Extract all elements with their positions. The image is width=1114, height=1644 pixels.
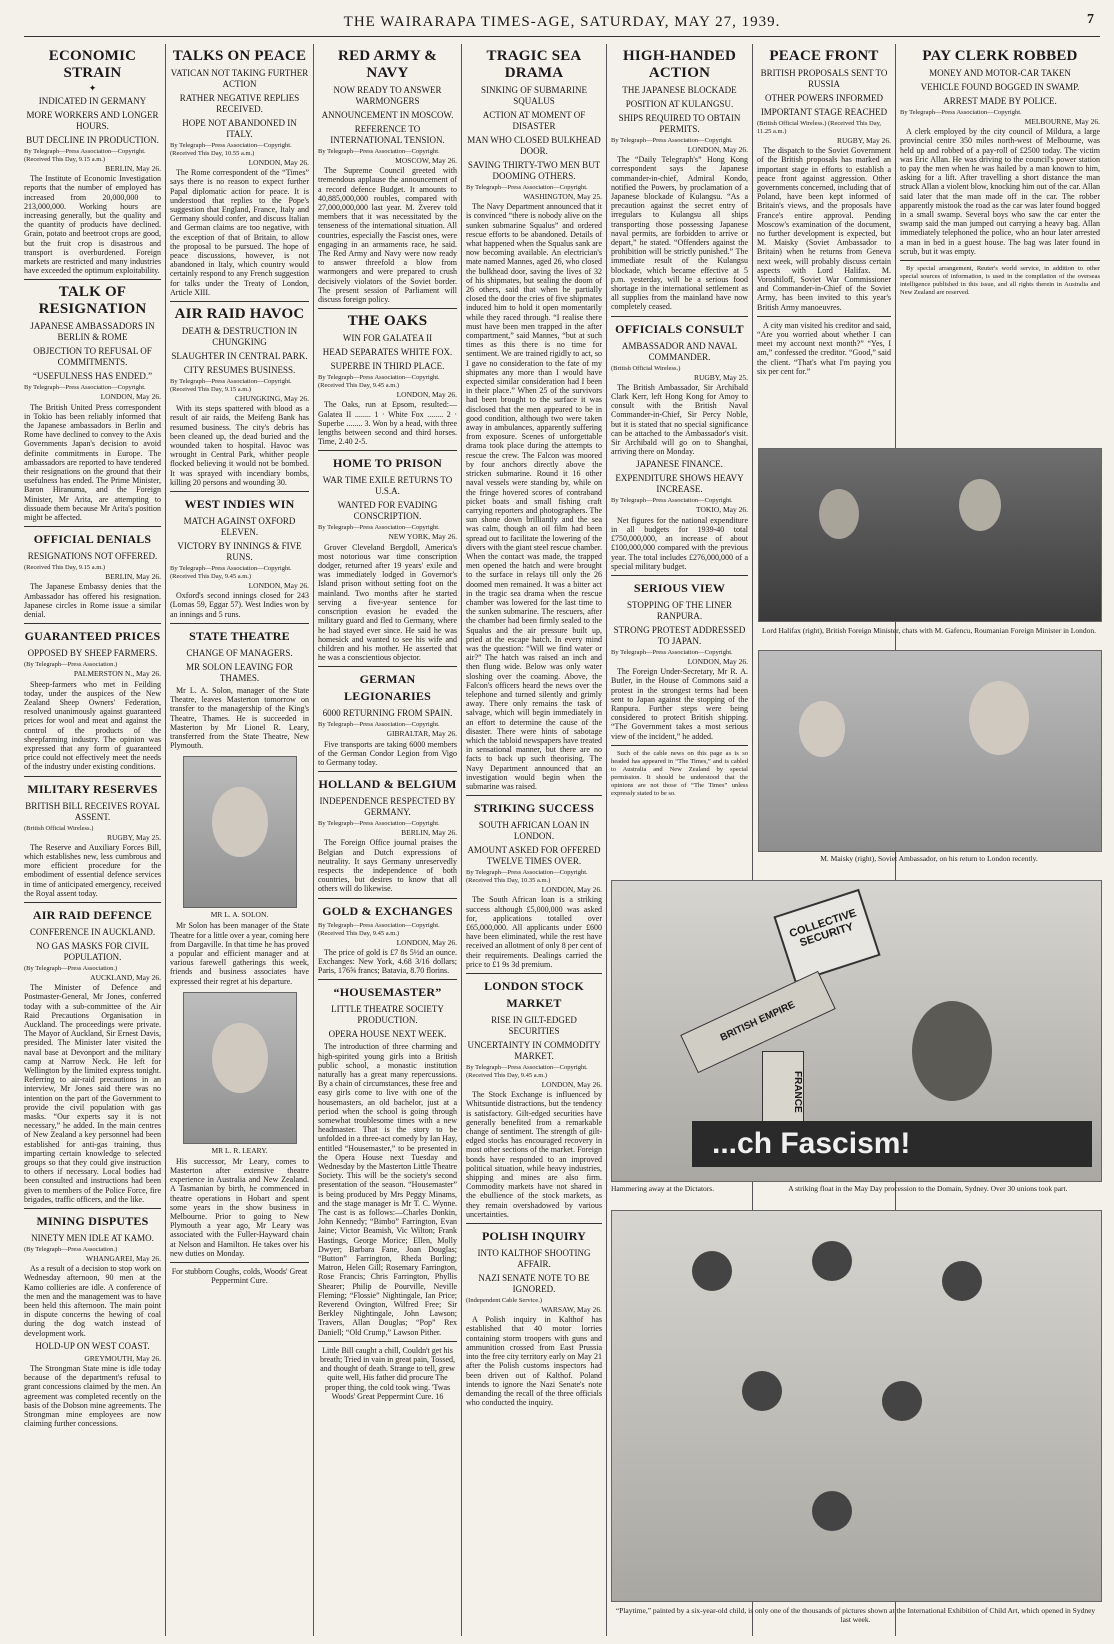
headline: “HOUSEMASTER” xyxy=(333,985,442,1000)
article-body: The Oaks, run at Epsom, resulted:— Galatea II ........ 1 · White Fox ........ 2 · Superbe ........ 3. Won by a head, with three lengths between second and third horses. Time, 2.40 2-5. xyxy=(318,400,457,447)
subhead: WIN FOR GALATEA II xyxy=(342,333,433,344)
divider xyxy=(24,776,161,777)
portrait-face xyxy=(212,787,268,857)
painted-figure xyxy=(882,1381,922,1421)
caricature-figure xyxy=(912,1001,992,1101)
headline: AIR RAID DEFENCE xyxy=(32,907,153,922)
article-air-raid-defence xyxy=(24,907,161,1204)
subhead: BRITISH BILL RECEIVES ROYAL ASSENT. xyxy=(25,800,160,822)
dateline: LONDON, May 26. xyxy=(541,1080,602,1090)
credit-line: By Telegraph—Press Association—Copyright. (Received This Day, 9.45 a.m.) xyxy=(318,921,440,937)
credit-line: By Telegraph—Press Association—Copyright. xyxy=(24,384,146,392)
divider xyxy=(24,279,161,280)
headline: SERIOUS VIEW xyxy=(633,580,726,595)
subhead: SOUTH AFRICAN LOAN IN LONDON. xyxy=(478,820,590,842)
divider xyxy=(170,1262,309,1263)
article-body: The Reserve and Auxiliary Forces Bill, which establishes new, less cumbrous and more efficient procedure for the embodiment of essential defence services in time of anticipated emergency, received the Royal assent today. xyxy=(24,842,161,898)
masthead-title: THE WAIRARAPA TIMES-AGE, SATURDAY, MAY 27, 1939. xyxy=(343,14,781,30)
article-body: The British United Press correspondent in Tokio has been reliably informed that the Japanese ambassadors in Berlin and Rome have declined to convey to the Axis Governments Japan's decision to avoid definite commitments in Europe. The ambassadors are reported to have tendered their resignations on the ground that their usefulness has ended. The Prime Minister, Baron Hiranuma, and the Foreign Minister, Mr Arita, are attempting to dissuade them because Mr Arita's position might be affected. xyxy=(24,402,161,523)
france-sign: FRANCE xyxy=(762,1051,804,1133)
headline: OFFICIAL DENIALS xyxy=(33,532,152,547)
divider xyxy=(318,1341,457,1342)
subhead: MORE WORKERS AND LONGER HOURS. xyxy=(26,110,159,131)
article-body: Sheep-farmers who met in Feilding today, under the auspices of the New Zealand Sheep Owners' Federation, resolved unanimously against guaranteed prices for wool and meat and against the control of the products of the sheepfarming industry. The opinion was expressed that any form of guaranteed price could not effectively meet the needs of the industry under existing conditions. xyxy=(24,679,161,772)
subhead: ANNOUNCEMENT IN MOSCOW. xyxy=(321,110,454,120)
column-5 xyxy=(611,44,748,894)
subhead: INDICATED IN GERMANY xyxy=(38,96,147,106)
column-rule xyxy=(313,44,314,1636)
subhead: RISE IN GILT-EDGED SECURITIES xyxy=(491,1015,577,1037)
headline: ECONOMIC STRAIN xyxy=(48,48,137,81)
dateline: MOSCOW, May 26. xyxy=(395,156,457,165)
article-economic-strain xyxy=(24,48,161,275)
dateline: LONDON, May 26. xyxy=(396,937,457,947)
divider xyxy=(318,898,457,899)
column-6 xyxy=(757,44,891,444)
subhead: ARREST MADE BY POLICE. xyxy=(943,96,1057,106)
article-body: The Strongman State mine is idle today because of the department's refusal to grant concessions claimed by the men. An agreement was completed recently on the basis of the Dobson mine agreements. The Strongman mine employees are now claiming further concessions. xyxy=(24,1364,161,1429)
article-body: A Polish inquiry in Kalthof has established that 40 motor lorries containing storm troopers with guns and ammunition crossed from East Prussia into the free city territory early on May 21 after the Polish customs inspectors had been driven out of Kalthof. Poland intends to ignore the Nazi Senate's note demanding the recall of the three officials who conducted the inquiry. xyxy=(466,1315,602,1408)
dateline: LONDON, May 26. xyxy=(396,390,457,400)
article-body: Grover Cleveland Bergdoll, America's most notorious war time conscription dodger, returned after 19 years' exile and was immediately lodged in Governor's Island prison without setting foot on the mainland. Two months after he started serving a five-year sentence for conscription evasion he evaded the military guard and fled to Germany, where he had stayed ever since. He said he was homesick and wanted to see his wife and children and his mother. He asserted that he was a conscientious objector. xyxy=(318,542,457,663)
credit-line: By Telegraph—Press Association—Copyright. (Received This Day, 10.35 a.m.) xyxy=(466,869,588,885)
headline: OFFICIALS CONSULT xyxy=(615,321,744,336)
article-military-reserves xyxy=(24,781,161,898)
article-guaranteed-prices xyxy=(24,628,161,771)
dateline: WASHINGTON, May 25. xyxy=(523,192,602,201)
subhead: POSITION AT KULANGSU. xyxy=(625,99,734,109)
credit-line: By Telegraph—Press Association—Copyright. xyxy=(318,524,440,532)
divider xyxy=(318,308,457,309)
subhead: NAZI SENATE NOTE TO BE IGNORED. xyxy=(478,1273,590,1295)
headline: PAY CLERK ROBBED xyxy=(922,48,1078,64)
subhead: STOPPING OF THE LINER RANPURA. xyxy=(627,599,732,621)
headline: AIR RAID HAVOC xyxy=(174,306,305,323)
credit-line: By Telegraph—Press Association—Copyright. (Received This Day, 9.15 a.m.) xyxy=(24,148,146,163)
divider xyxy=(466,973,602,974)
article-official-denials xyxy=(24,531,161,619)
times-notice: Such of the cable news on this page as is so headed has appeared in “The Times,” and is cabled to Australia and New Zealand by special permission. It should be understood that the opinions are not those of “The Times” unless expressly stated to be so. xyxy=(611,749,748,797)
credit-line: (Received This Day, 9.15 a.m.) xyxy=(24,564,106,572)
column-4 xyxy=(466,44,602,1636)
subhead: OPPOSED BY SHEEP FARMERS. xyxy=(27,648,158,659)
article-body: The Supreme Council greeted with tremendous applause the announcement of a record defence Budget. It amounts to 40,885,000,000 roubles, compared with 27,000,000,000 last year. M. Zverev told members that it was necessitated by the tenseness of the international situation. All countries, especially the Fascist ones, were engaging in an armaments race, he said. The Red Army and Navy were now ready to answer threefold a blow from warmongers and were prepared to crush decisively violators of the Soviet border. The present session of Parliament will discuss foreign policy. xyxy=(318,166,457,305)
article-polish-inquiry xyxy=(466,1228,602,1407)
headline: RED ARMY & NAVY xyxy=(338,48,437,81)
subhead: DEATH & DESTRUCTION IN CHUNGKING xyxy=(181,326,298,348)
column-rule xyxy=(461,44,462,1636)
photo-caption: M. Maisky (right), Soviet Ambassador, on his return to London recently. xyxy=(820,854,1038,863)
subhead: REFERENCE TO INTERNATIONAL TENSION. xyxy=(330,124,445,145)
mayday-float-photo xyxy=(611,880,1102,1182)
headline: HIGH-HANDED ACTION xyxy=(622,48,737,81)
subhead: SINKING OF SUBMARINE SQUALUS xyxy=(480,85,587,106)
credit-line: By Telegraph—Press Association—Copyright. (Received This Day, 9.45 a.m.) xyxy=(170,565,292,581)
subhead: JAPANESE AMBASSADORS IN BERLIN & ROME xyxy=(30,321,155,343)
subhead: NINETY MEN IDLE AT KAMO. xyxy=(31,1233,154,1244)
subhead: RESIGNATIONS NOT OFFERED. xyxy=(27,551,158,562)
headline: MINING DISPUTES xyxy=(36,1214,149,1229)
subhead: INDEPENDENCE RESPECTED BY GERMANY. xyxy=(319,796,456,818)
article-body: The British Ambassador, Sir Archibald Clark Kerr, left Hong Kong for Amoy to consult with the British Naval Commander-in-Chief, Sir Percy Noble, but it is stated that no special significance can be attached to the Ambassador's visit. Sir Archibald will go on to Shanghai, arriving there on Monday. xyxy=(611,382,748,457)
credit-line: (By Telegraph—Press Association.) xyxy=(24,1246,118,1254)
headline: POLISH INQUIRY xyxy=(481,1229,587,1244)
article-body: The price of gold is £7 8s 5½d an ounce. Exchanges: New York, 4.68 3/16 dollars; Paris, 176⅝ francs; Batavia, 8.70 florins. xyxy=(318,947,457,976)
divider xyxy=(170,491,309,492)
subhead: MONEY AND MOTOR-CAR TAKEN xyxy=(929,68,1071,78)
article-body: The Japanese Embassy denies that the Ambassador has offered his resignation. Japanese circles in Rome issue a similar denial. xyxy=(24,582,161,620)
dateline: LONDON, May 26. xyxy=(687,145,748,154)
subhead: CITY RESUMES BUSINESS. xyxy=(183,365,296,376)
person-face xyxy=(969,681,1029,755)
subhead: MR SOLON LEAVING FOR THAMES. xyxy=(185,661,294,683)
subhead: CONFERENCE IN AUCKLAND. xyxy=(29,926,156,937)
article-body: The dispatch to the Soviet Government of the British proposals has marked an important stage in efforts to establish a peace front against aggression. Other governments concerned, including that of Poland, have been kept informed of Britain's views, and the proposals have France's entire approval. Pending Moscow's examination of the document, no further development is expected, but M. Maisky (Soviet Ambassador to Britain) when he returns from Geneva next week, will probably discuss certain aspects with Lord Halifax. M. Voroshiloff, Soviet War Commissioner and Commander-in-Chief of the Soviet Army, has been invited to this year's British Army manoeuvres. xyxy=(757,146,891,312)
subhead: NO GAS MASKS FOR CIVIL POPULATION. xyxy=(36,940,149,962)
subhead: HOLD-UP ON WEST COAST. xyxy=(35,1340,150,1351)
headline: GUARANTEED PRICES xyxy=(24,629,161,644)
subhead: WAR TIME EXILE RETURNS TO U.S.A. xyxy=(322,475,453,497)
divider xyxy=(757,316,891,317)
subhead: CHANGE OF MANAGERS. xyxy=(186,647,293,658)
photo-caption: MR L. A. SOLON. xyxy=(210,910,269,920)
credit-line: (Independent Cable Service.) xyxy=(466,1297,542,1305)
subhead: UNCERTAINTY IN COMMODITY MARKET. xyxy=(467,1040,601,1062)
divider xyxy=(24,1208,161,1209)
article-body: The “Daily Telegraph's” Hong Kong correspondent says the Japanese commander-in-chief, Admiral Kondo, notified the Powers, by proclamation of a Japanese blockade of Kulangsu. “As a precaution against the secret entry of irregulars to Kulangsu all ships transporting those possessing Japanese naval permits, are forbidden to arrive or depart,” he stated. “Offenders against the prohibition will be strictly punished.” The immediate result of the Kulangsu blockade, which became effective at 5 p.m. yesterday, will be a serious food shortage in the international settlement as all supplies from the mainland have now completely ceased. xyxy=(611,155,748,312)
subhead: OTHER POWERS INFORMED xyxy=(764,93,883,103)
divider xyxy=(318,771,457,772)
subhead: VICTORY BY INNINGS & FIVE RUNS. xyxy=(177,541,302,563)
subhead: VEHICLE FOUND BOGGED IN SWAMP. xyxy=(920,82,1080,92)
credit-line: By Telegraph—Press Association—Copyright. (Received This Day, 10.55 a.m.) xyxy=(170,142,292,157)
subhead: SHIPS REQUIRED TO OBTAIN PERMITS. xyxy=(618,113,741,134)
article-peace-front xyxy=(757,48,891,312)
article-body: Oxford's second innings closed for 243 (Lomas 59, Eggar 57). West Indies won by an innings and 5 runs. xyxy=(170,591,309,619)
advertisement-verse: Little Bill caught a chill, Couldn't get his breath; Tried in vain in great pain, Tossed, and thought of death. Strange to tell, grew quite well, His father did procure The proper thing, the cold took wing. 'Twas Woods' Great Peppermint Cure. 16 xyxy=(319,1345,456,1401)
article-body: The Foreign Under-Secretary, Mr R. A. Butler, in the House of Commons said a protest in the strongest terms had been sent to Japan against the stopping of the Ranpura. Further steps were being considered to protect British shipping. “The Government takes a most serious view of the incident,” he added. xyxy=(611,667,748,741)
portrait-solon-photo xyxy=(183,756,297,908)
divider xyxy=(170,623,309,624)
subhead: MAN WHO CLOSED BULKHEAD DOOR. xyxy=(467,135,601,156)
divider xyxy=(24,623,161,624)
headline: MILITARY RESERVES xyxy=(27,781,158,796)
article-gold-exchanges xyxy=(318,903,457,976)
article-body: The Foreign Office journal praises the Belgian and Dutch expressions of neutrality. It says Germany unreservedly respects the independence of both countries, but desires to know that all others will do likewise. xyxy=(318,838,457,894)
subhead: OPERA HOUSE NEXT WEEK. xyxy=(328,1029,447,1040)
divider xyxy=(611,575,748,576)
subhead: HEAD SEPARATES WHITE FOX. xyxy=(322,347,453,358)
subhead: IMPORTANT STAGE REACHED xyxy=(760,107,888,117)
headline: GERMAN LEGIONARIES xyxy=(344,672,431,704)
subhead: MATCH AGAINST OXFORD ELEVEN. xyxy=(183,516,296,538)
dateline: CHUNGKING, May 26. xyxy=(234,394,309,404)
subhead: VATICAN NOT TAKING FURTHER ACTION xyxy=(170,68,309,89)
dateline: LONDON, May 26. xyxy=(541,885,602,895)
dateline: LONDON, May 26. xyxy=(687,656,748,666)
article-tragic-sea-drama xyxy=(466,48,602,791)
article-striking-success xyxy=(466,800,602,969)
divider xyxy=(611,316,748,317)
credit-line: By Telegraph—Press Association—Copyright. (Received This Day, 9.45 a.m.) xyxy=(466,1064,588,1080)
dateline: WHANGAREI, May 26. xyxy=(86,1254,161,1264)
subhead: JAPANESE FINANCE. xyxy=(636,459,723,470)
article-body: The introduction of three charming and high-spirited young girls into a British public school, a monastic institution naturally has a great many repercussions. By a chain of circumstances, these free and easy girls come to live with one of the housemasters, an old bachelor, just at a period when the school is going through somewhat troublesome times with a new headmaster. That is the story to be unfolded in a three-act comedy by Ian Hay, entitled “Housemaster,” to be presented in the Opera House next Tuesday and Wednesday by the Masterton Little Theatre Society. This will be the society's second presentation of the season. “Housemaster” is being produced by Mrs Peggy Minams, and the stage manager is Mr T. C. Wynne. The cast is as follows:—Charles Donkin, John Kennedy; “Bimbo” Farrington, Evan Jaine; Victor Beamish, Vic Wilton; Frank Hastings, George Morice; Ellen, Molly Dwyer; Barbara Fane, Joan Douglas; “Button” Farrington, Rheda Burling; Matron, Helen Gill; Rosemary Farrington, Rose Francis; Chris Farrington, Phyllis Shearer; Philip de Pourville, Neville Fleming; “Flossie” Nightingale, Ian Price; Reverend Ovington, Wilfred Free; Sir Berkley Nightingale, John Lawson; Travers, Allan Douglas; “Pop” Rex Daniell; “Old Crump,” Lawson Pither. xyxy=(318,1042,457,1337)
article-german-legionaries xyxy=(318,671,457,767)
credit-line: (British Official Wireless.) xyxy=(24,824,94,832)
dateline: LONDON, May 26. xyxy=(248,158,309,167)
credit-line: By Telegraph—Press Association—Copyright. xyxy=(466,184,588,191)
dateline: GREYMOUTH, May 26. xyxy=(84,1353,161,1363)
article-talk-of-resignation xyxy=(24,284,161,522)
article-home-to-prison xyxy=(318,455,457,662)
article-air-raid-havoc xyxy=(170,306,309,487)
dateline: WARSAW, May 26. xyxy=(541,1305,602,1315)
article-body: Mr L. A. Solon, manager of the State Theatre, leaves Masterton tomorrow on transfer to the managership of the King's Theatre, Thames. He is succeeded in Masterton by Mr Lionel R. Leary, transferred from the State Theatre, New Plymouth. xyxy=(170,685,309,751)
divider xyxy=(24,902,161,903)
credit-line: By Telegraph—Press Association—Copyright. xyxy=(611,648,733,656)
headline: HOME TO PRISON xyxy=(332,456,443,471)
filler-paragraph: A city man visited his creditor and said, “Are you worried about whether I can meet my account next month?” “Yes, I am,” confessed the creditor. “Good,” said the client. “That's what I'm paying you six per cent for.” xyxy=(757,320,891,376)
credit-line: (By Telegraph—Press Association.) xyxy=(24,964,118,972)
article-red-army-navy xyxy=(318,48,457,304)
credit-line: By Telegraph—Press Association—Copyright. (Received This Day, 9.15 a.m.) xyxy=(170,378,292,394)
article-body: The South African loan is a striking success although £5,000,000 was asked for, applications totalled over £65,000,000. All applicants under £600 have been eliminated, while the rest have received an allotment of only 8 per cent of their requirements. Dealings carried the price to £1 9s 3d premium. xyxy=(466,895,602,969)
subhead: 6000 RETURNING FROM SPAIN. xyxy=(322,708,453,719)
divider xyxy=(24,526,161,527)
maisky-photo xyxy=(758,650,1102,852)
credit-line: By Telegraph—Press Association—Copyright. xyxy=(318,148,440,155)
person-face xyxy=(819,489,859,539)
article-holland-belgium xyxy=(318,776,457,893)
person-face xyxy=(799,701,845,757)
divider xyxy=(900,260,1100,261)
subhead: “USEFULNESS HAS ENDED.” xyxy=(32,371,153,382)
masthead xyxy=(24,6,1100,37)
credit-line: By Telegraph—Press Association—Copyright. xyxy=(611,137,733,144)
headline: GOLD & EXCHANGES xyxy=(322,903,453,918)
dateline: BERLIN, May 26. xyxy=(401,828,457,838)
subhead: OBJECTION TO REFUSAL OF COMMITMENTS. xyxy=(33,346,152,368)
article-talks-on-peace xyxy=(170,48,309,297)
headline: HOLLAND & BELGIUM xyxy=(318,777,457,792)
article-body: Five transports are taking 6000 members of the German Condor Legion from Vigo to Germany today. xyxy=(318,739,457,767)
portrait-leary-photo xyxy=(183,992,297,1144)
subhead: LITTLE THEATRE SOCIETY PRODUCTION. xyxy=(331,1004,444,1026)
painted-figure xyxy=(812,1491,852,1531)
column-rule xyxy=(165,44,166,1636)
dateline: LONDON, May 26. xyxy=(248,581,309,591)
credit-line: (British Official Wireless.) (Received This Day, 11.25 a.m.) xyxy=(757,120,882,135)
column-rule xyxy=(606,44,607,1636)
column-7 xyxy=(900,44,1100,444)
divider xyxy=(318,666,457,667)
reuters-note: By special arrangement, Reuter's world service, in addition to other special sources of information, is used in the compilation of the overseas intelligence published in this issue, and all rights therein in Australia and New Zealand are reserved. xyxy=(900,265,1100,297)
column-3 xyxy=(318,44,457,1636)
dateline: NEW YORK, May 26. xyxy=(388,532,457,542)
headline: TALKS ON PEACE xyxy=(172,48,307,64)
dateline: BERLIN, May 26. xyxy=(105,164,161,173)
divider-star: ✦ xyxy=(88,83,97,93)
headline: WEST INDIES WIN xyxy=(184,497,295,512)
playtime-painting-photo xyxy=(611,1210,1102,1602)
subhead: BRITISH PROPOSALS SENT TO RUSSIA xyxy=(760,68,888,89)
credit-line: By Telegraph—Press Association—Copyright. xyxy=(900,109,1022,116)
article-the-oaks xyxy=(318,313,457,446)
dateline: RUGBY, May 25. xyxy=(693,372,748,382)
dateline: BERLIN, May 26. xyxy=(105,572,161,582)
dateline: RUGBY, May 26. xyxy=(836,136,891,145)
dateline: MELBOURNE, May 26. xyxy=(1024,117,1100,126)
divider xyxy=(466,1223,602,1224)
credit-line: (British Official Wireless.) xyxy=(611,364,681,372)
dateline: AUCKLAND, May 26. xyxy=(90,972,161,982)
credit-line: By Telegraph—Press Association—Copyright. xyxy=(611,497,733,505)
subhead: HOPE NOT ABANDONED IN ITALY. xyxy=(182,118,297,139)
article-body: The Minister of Defence and Postmaster-General, Mr Jones, conferred today with a sub-committee of the Air Raid Precautions Organisation in Auckland. The proceedings were private. The Mayor of Auckland, Sir Ernest Davis, presided. The Minister later visited the naval base at Devonport and the military camp at Narrow Neck. He left for Wellington by the limited express tonight. Referring to air-raid precautions in an interview, Mr Jones said there was no intention on the part of the Government to provide the civil population with gas masks. “Our experts say it is not necessary,” he added. In the main centres of New Zealand a key personnel had been established for anti-gas training, thus imparting certain knowledge to selected groups so that they could give instruction to others if necessary. Local bodies had been consulted and instructions had been given to members of the Police Force, fire brigades, traffic officers, and the like. xyxy=(24,983,161,1204)
page-number: 7 xyxy=(1087,12,1094,27)
article-body: His successor, Mr Leary, comes to Masterton after extensive theatre experience in Australia and New Zealand. A Tasmanian by birth, he commenced in theatre operations in Hobart and spent some years in the show business in Melbourne. Prior to going to New Plymouth a year ago, Mr Leary was associated with the Fuller-Hayward chain at Nelson and Hamilton. He takes over his new duties on Monday. xyxy=(170,1156,309,1258)
divider xyxy=(318,450,457,451)
headline: TRAGIC SEA DRAMA xyxy=(486,48,582,81)
subhead: STRONG PROTEST ADDRESSED TO JAPAN. xyxy=(613,624,746,646)
subhead: ACTION AT MOMENT OF DISASTER xyxy=(482,110,586,131)
article-west-indies-win xyxy=(170,496,309,619)
subhead: WANTED FOR EVADING CONSCRIPTION. xyxy=(337,500,438,522)
subhead: EXPENDITURE SHOWS HEAVY INCREASE. xyxy=(615,473,744,495)
subhead: NOW READY TO ANSWER WARMONGERS xyxy=(333,85,442,106)
credit-line: By Telegraph—Press Association—Copyright. xyxy=(318,721,440,729)
painted-figure xyxy=(692,1251,732,1291)
subhead: BUT DECLINE IN PRODUCTION. xyxy=(26,135,159,145)
subhead: RATHER NEGATIVE REPLIES RECEIVED. xyxy=(179,93,300,114)
subhead: AMOUNT ASKED FOR OFFERED TWELVE TIMES OVER. xyxy=(467,845,601,867)
article-body: The Stock Exchange is influenced by Whitsuntide distractions, but the tendency is satisfactory. Gilt-edged securities have generally benefited from a remarkable change of sentiment. The strength of gilt-edged stocks has encouraged recovery in most other sections of the market. Foreign bonds have responded to an improved political situation, while heavy industries, shipping and mines are also firm. Commodity markets have not shared in the ebullience of the stock markets, as they remain overshadowed by various uncertainties. xyxy=(466,1090,602,1219)
dateline: RUGBY, May 25. xyxy=(106,832,161,842)
collective-security-sign: COLLECTIVE SECURITY xyxy=(773,889,880,983)
article-mining-disputes xyxy=(24,1213,161,1428)
credit-line: (By Telegraph—Press Association.) xyxy=(24,661,118,669)
article-body: The Navy Department announced that it is convinced “there is nobody alive on the sunken submarine Squalus” and ordered rescue efforts to be abandoned. Details of what happened when the Squalus sank are now becoming available. An electrician's mate named Mannes, aged 26, who closed the bulkhead door, saving the lives of 32 of his shipmates, but sealing the doom of 26 others, said that when he partially closed the door the cries of five shipmates induced him to hold it open momentarily while they raced through. “I realise there must have been men trapped in the after compartment,” said Mannes, “but at such times as this there is no time for sentiment. We are trained rigidly to act, so I gave no consideration to the fate of my shipmates any more than I would have expected similar consideration had I been in their place.” When 25 of the survivors had been brought to the surface it was disclosed that the men appeared to be in good condition, although two were taken away in ambulances, apparently suffering from exposure. Scenes of unforgettable drama took place during the attempts to rescue the crew. The Falcon was moored by four anchors directly above the stricken submarine. Round it 16 other naval vessels were standing by, while on the fringe hovered scores of contraband picket boats and small fishing craft carrying reporters and photographers. The sun shone down brilliantly and the sea was calm, though an oil film had been spread out to facilitate the lowering of the divers with the giant steel rescue chamber. When the contact was made, the trapped men opened the hatch and were brought to the surface in relays till only the 26 doomed men remained. It was a bitter act in the tragic sea drama when the rescue chamber was lowered for the last time to the sunken submarine. The rescuers, after the chamber had been firmly sealed to the Squalus and the air pressure built up, pried at the escape hatch. In every mind was the question: “Will we find water or air?” The hatch was raised an inch and then flung wide. Below was only water sloshing over the coaming. Above, the Falcon's officers heard the news over the telephone and turned silently and grimly away. There only remains the task of salvage, which will begin immediately in an effort to determine the cause of the disaster. There were hints of sabotage which the tabloid newspapers have treated in sensational manner, but there are no facts to back up such theorising. The Navy Department announced that an investigation would begin when the submarine was raised. xyxy=(466,202,602,791)
article-officials-consult xyxy=(611,321,748,571)
halifax-photo xyxy=(758,448,1102,622)
float-caption-row xyxy=(611,1184,1100,1193)
portrait-face xyxy=(212,1023,268,1093)
article-body: The Institute of Economic Investigation reports that the number of employed has increased from 20,000,000 to 213,000,000. Working hours are increasing generally, but the quality and the quantity of products have declined. Grain, potato and beetroot crops are good, but the fruit crop is disastrous and transport is overburdened. Foreign markets are restricted and many industries have exceeded the optimum exploitability. xyxy=(24,174,161,276)
painted-figure xyxy=(742,1371,782,1411)
photo-caption: MR L. R. LEARY. xyxy=(211,1145,268,1155)
headline: THE OAKS xyxy=(347,313,428,330)
painted-figure xyxy=(812,1241,852,1281)
headline: TALK OF RESIGNATION xyxy=(38,284,147,318)
photo-caption: “Playtime,” painted by a six-year-old child, is only one of the thousands of pictures shown at the International Exhibition of Child Art, which opened in Sydney last week. xyxy=(615,1606,1096,1624)
article-body: With its steps spattered with blood as a result of air raids, the Meifeng Bank has resumed business. The city's debris has been cleaned up, the dead buried and the wounded taken to hospital. Havoc was wrought in Central Park, whither people flocked believing it would not be bombed. It was sprayed with incendiary bombs, killing 20 persons and wounding 30. xyxy=(170,404,309,487)
article-body: Mr Solon has been manager of the State Theatre for a little over a year, coming here from Dargaville. In that time he has proved a popular and efficient manager and at various farewell gatherings this week, friends and business associates have expressed their regret at his departure. xyxy=(170,921,309,986)
headline: LONDON STOCK MARKET xyxy=(484,979,584,1011)
subhead: THE JAPANESE BLOCKADE xyxy=(622,85,737,95)
dateline: GIBRALTAR, May 26. xyxy=(386,729,457,739)
subhead: INTO KALTHOF SHOOTING AFFAIR. xyxy=(477,1248,591,1270)
article-body: The Rome correspondent of the “Times” says there is no reason to expect further Papal diplomatic action for peace. It is understood that replies to the Pope's suggestion that England, France, Italy and Germany should confer, and discuss Italian and German claims are too negative, with the exception of that of Britain, to allow the proposal to be pursued. The hope of peace discussions, however, is not abandoned in Italy, which country would certainly respond to any French suggestion for talks under the Treaty of London, Article XIII. xyxy=(170,168,309,297)
divider xyxy=(170,301,309,302)
article-body: Net figures for the national expenditure in all budgets for 1939-40 total £750,000,000, an increase of about £100,000,000 compared with the previous year. The total includes £276,000,000 of a special military budget. xyxy=(611,515,748,571)
article-serious-view xyxy=(611,580,748,741)
subhead: AMBASSADOR AND NAVAL COMMANDER. xyxy=(621,340,738,362)
subhead: SAVING THIRTY-TWO MEN BUT DOOMING OTHERS. xyxy=(467,160,601,181)
photo-caption: Hammering away at the Dictators. xyxy=(611,1184,715,1193)
dateline: LONDON, May 26. xyxy=(100,392,161,402)
headline: STRIKING SUCCESS xyxy=(473,801,595,816)
dateline: PALMERSTON N., May 26. xyxy=(73,669,161,679)
headline: PEACE FRONT xyxy=(769,48,879,64)
article-london-stock-market xyxy=(466,978,602,1219)
advertisement: For stubborn Coughs, colds, Woods' Great Peppermint Cure. xyxy=(171,1266,308,1286)
column-1 xyxy=(24,44,161,1636)
column-2 xyxy=(170,44,309,1636)
photo-caption: A striking float in the May Day procession to the Domain, Sydney. Over 30 unions took part. xyxy=(788,1184,1068,1193)
divider xyxy=(318,979,457,980)
credit-line: By Telegraph—Press Association—Copyright. (Received This Day, 9.45 a.m.) xyxy=(318,374,440,390)
person-face xyxy=(959,479,1001,531)
photo-caption: Lord Halifax (right), British Foreign Minister, chats with M. Gafencu, Roumanian Foreign Minister in London. xyxy=(761,626,1097,635)
article-body: A clerk employed by the city council of Mildura, a large provincial centre 350 miles north-west of Melbourne, was held up and robbed of a pay-roll of £2500 today. The victim was Eric Allan. He was driving to the council's power station to pay the men when he was hailed by a man known to him, asking for a lift. After travelling a short distance the man struck Allan a violent blow, knocking him out of the car. Allan said later that the man made off in the car. The robber apparently mistook the road as the car was later found bogged in a small swamp. Several boys who saw the car enter the swamp said the man jumped out carrying a heavy bag. Allan immediately telephoned the police, who an hour later arrested a man in bed in a guest house. The bag was later found in scrub, but it was empty. xyxy=(900,127,1100,256)
divider xyxy=(611,745,748,746)
article-state-theatre xyxy=(170,628,309,750)
british-empire-sign: BRITISH EMPIRE xyxy=(680,971,836,1073)
fascism-banner: ...ch Fascism! xyxy=(692,1121,1092,1167)
subhead: SLAUGHTER IN CENTRAL PARK. xyxy=(171,351,308,362)
article-high-handed-action xyxy=(611,48,748,312)
headline: STATE THEATRE xyxy=(189,628,290,643)
painted-figure xyxy=(942,1261,982,1301)
article-housemaster xyxy=(318,984,457,1337)
divider xyxy=(466,795,602,796)
credit-line: By Telegraph—Press Association—Copyright. xyxy=(318,820,440,828)
article-pay-clerk-robbed xyxy=(900,48,1100,256)
dateline: TOKIO, May 26. xyxy=(696,505,748,515)
article-body: As a result of a decision to stop work on Wednesday afternoon, 90 men at the Kamo collieries are idle. A conference of the men and the management was to have been held this afternoon. The main point in dispute concerns the hewing of coal during the dog watch instead of development work. xyxy=(24,1264,161,1338)
subhead: SUPERBE IN THIRD PLACE. xyxy=(330,361,445,372)
